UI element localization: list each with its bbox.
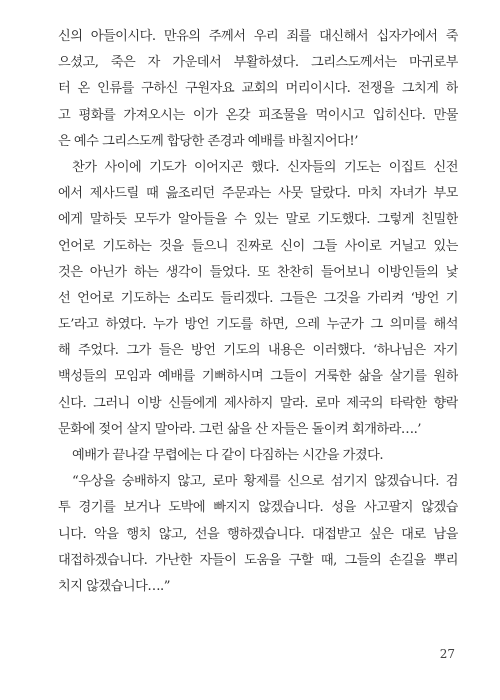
text-line: 터 온 인류를 구하신 구원자요 교회의 머리이시다. 전쟁을 그치게 하 bbox=[58, 81, 458, 97]
text-line: 신다. 그러니 이방 신들에게 제사하지 말라. 로마 제국의 타락한 향락 bbox=[58, 395, 458, 411]
text-line: 언어로 기도하는 것을 들으니 진짜로 신이 그들 사이로 거닐고 있는 bbox=[58, 238, 458, 254]
text-line: 해 주었다. 그가 들은 방언 기도의 내용은 이러했다. ‘하나님은 자기 bbox=[58, 343, 458, 359]
text-line: 고 평화를 가져오시는 이가 온갖 피조물을 먹이시고 입히신다. 만물 bbox=[58, 107, 458, 123]
text-line: 백성들의 모임과 예배를 기뻐하시며 그들이 거룩한 삶을 살기를 원하 bbox=[58, 369, 458, 385]
body-text bbox=[58, 24, 458, 600]
page-number: 27 bbox=[439, 647, 455, 661]
text-line: 에게 말하듯 모두가 알아들을 수 있는 말로 기도했다. 그렇게 친밀한 bbox=[58, 212, 458, 228]
text-line: 니다. 악을 행치 않고, 선을 행하겠습니다. 대접받고 싶은 대로 남을 bbox=[58, 526, 458, 542]
text-line: “우상을 숭배하지 않고, 로마 황제를 신으로 섬기지 않겠습니다. 검 bbox=[72, 474, 458, 490]
text-line: 은 예수 그리스도께 합당한 존경과 예배를 바칠지어다!’ bbox=[58, 133, 358, 149]
text-line: 치지 않겠습니다….” bbox=[58, 578, 170, 594]
text-line: 찬가 사이에 기도가 이어지곤 했다. 신자들의 기도는 이집트 신전 bbox=[72, 159, 458, 175]
text-line: 신의 아들이시다. 만유의 주께서 우리 죄를 대신해서 십자가에서 죽 bbox=[58, 29, 458, 44]
text-line: 선 언어로 기도하는 소리도 들리겠다. 그들은 그것을 가리켜 ‘방언 기 bbox=[58, 290, 458, 306]
text-line: 예배가 끝나갈 무렵에는 다 같이 다짐하는 시간을 가졌다. bbox=[72, 448, 384, 463]
text-line: 으셨고, 죽은 자 가운데서 부활하셨다. 그리스도께서는 마귀로부 bbox=[58, 55, 458, 71]
text-line: 투 경기를 보거나 도박에 빠지지 않겠습니다. 성을 사고팔지 않겠습 bbox=[58, 500, 458, 516]
text-line: 도’라고 하였다. 누가 방언 기도를 하면, 으레 누군가 그 의미를 해석 bbox=[58, 317, 458, 333]
text-line: 대접하겠습니다. 가난한 자들이 도움을 구할 때, 그들의 손길을 뿌리 bbox=[58, 552, 458, 568]
text-line: 문화에 젖어 살지 말아라. 그런 삶을 산 자들은 돌이켜 회개하라….’ bbox=[58, 421, 421, 437]
text-line: 에서 제사드릴 때 읊조리던 주문과는 사뭇 달랐다. 마치 자녀가 부모 bbox=[58, 186, 458, 202]
text-line: 것은 아닌가 하는 생각이 들었다. 또 찬찬히 들어보니 이방인들의 낯 bbox=[58, 264, 458, 280]
